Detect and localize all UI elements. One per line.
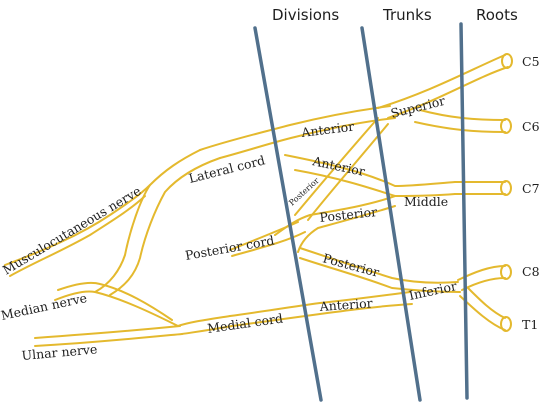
division-label-anterior-middle: Anterior xyxy=(311,153,367,179)
root-c8-end xyxy=(501,265,511,279)
division-label-anterior-upper: Anterior xyxy=(300,118,355,140)
trunk-label-middle: Middle xyxy=(404,194,449,209)
trunk-label-superior: Superior xyxy=(389,92,447,121)
cord-label-lateral: Lateral cord xyxy=(187,152,267,186)
root-label-c8: C8 xyxy=(522,264,540,279)
nerve-label-ulnar: Ulnar nerve xyxy=(20,341,98,363)
cord-label-posterior: Posterior cord xyxy=(183,232,276,263)
trunk-label-inferior: Inferior xyxy=(407,278,459,303)
root-c7-end xyxy=(501,181,511,195)
division-label-anterior-lower: Anterior xyxy=(319,295,374,314)
cord-labels xyxy=(184,152,284,336)
division-label-posterior-small: Posterior xyxy=(287,176,321,208)
roots-header: Roots xyxy=(476,6,518,24)
column-headers xyxy=(272,6,518,24)
root-c6-tube xyxy=(415,110,505,132)
nerve-label-musculocutaneous: Musculocutaneous nerve xyxy=(0,182,144,278)
roots-divider-line xyxy=(461,24,467,398)
root-label-c7: C7 xyxy=(522,181,540,196)
nerve-label-median: Median nerve xyxy=(0,290,89,323)
root-c6-end xyxy=(501,119,511,133)
root-label-c6: C6 xyxy=(522,119,540,134)
ulnar-nerve-line xyxy=(35,326,182,346)
root-c5-end xyxy=(502,54,512,68)
cord-label-medial: Medial cord xyxy=(206,310,284,336)
trunks-header: Trunks xyxy=(383,6,432,24)
division-label-posterior-middle: Posterior xyxy=(318,204,378,225)
root-label-t1: T1 xyxy=(522,317,539,332)
root-labels xyxy=(522,54,540,332)
root-label-c5: C5 xyxy=(522,54,540,69)
root-t1-end xyxy=(501,317,511,331)
division-label-posterior-lower: Posterior xyxy=(321,250,381,280)
divisions-header: Divisions xyxy=(272,6,340,24)
